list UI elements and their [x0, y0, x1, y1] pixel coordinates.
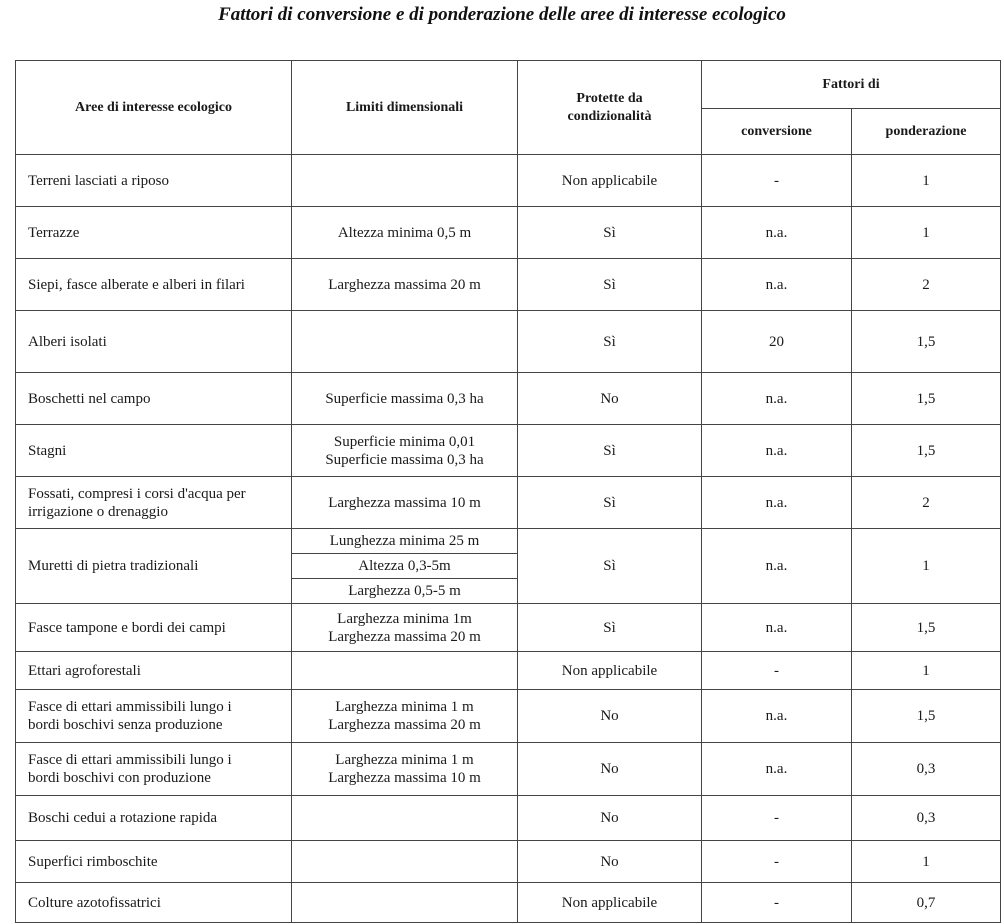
cell-conversione: n.a. — [702, 743, 852, 796]
table-row — [16, 311, 1001, 373]
cell-area-line: Fasce tampone e bordi dei campi — [28, 619, 226, 636]
cell-limits — [292, 652, 518, 690]
header-protette — [518, 61, 702, 155]
table-row — [16, 373, 1001, 425]
cell-protette: Sì — [518, 311, 702, 373]
page-title: Fattori di conversione e di ponderazione delle aree di interesse ecologico — [218, 4, 786, 25]
cell-area-line: Terreni lasciati a riposo — [28, 172, 169, 189]
cell-area-line: Boschetti nel campo — [28, 390, 151, 407]
table-row — [16, 604, 1001, 652]
cell-limits-line: Superficie massima 0,3 ha — [325, 451, 484, 468]
cell-conversione: - — [702, 841, 852, 883]
cell-conversione: n.a. — [702, 604, 852, 652]
cell-area — [16, 207, 292, 259]
cell-limits-line: Larghezza massima 10 m — [328, 494, 481, 511]
cell-area — [16, 259, 292, 311]
cell-protette: Non applicabile — [518, 883, 702, 923]
cell-conversione: 20 — [702, 311, 852, 373]
cell-limits-line: Altezza minima 0,5 m — [337, 224, 472, 241]
header-protette-line2: condizionalità — [567, 108, 652, 124]
cell-ponderazione: 0,3 — [852, 796, 1001, 841]
cell-limits-subrow: Larghezza 0,5-5 m — [348, 583, 461, 599]
cell-area-line: Fasce di ettari ammissibili lungo i — [28, 752, 232, 768]
cell-ponderazione: 1,5 — [852, 690, 1001, 743]
cell-ponderazione: 1 — [852, 841, 1001, 883]
cell-conversione: n.a. — [702, 529, 852, 604]
cell-limits-line: Larghezza massima 20 m — [328, 717, 481, 733]
cell-ponderazione: 1 — [852, 207, 1001, 259]
cell-limits-line: Larghezza massima 20 m — [328, 276, 481, 293]
cell-area — [16, 155, 292, 207]
cell-ponderazione: 1,5 — [852, 311, 1001, 373]
header-conversione: conversione — [702, 109, 852, 155]
cell-area — [16, 529, 292, 604]
cell-conversione: n.a. — [702, 477, 852, 529]
cell-area — [16, 311, 292, 373]
conversion-factors-table — [15, 60, 1001, 923]
cell-area — [16, 652, 292, 690]
header-limits: Limiti dimensionali — [292, 61, 518, 155]
cell-limits — [292, 207, 518, 259]
cell-area — [16, 690, 292, 743]
cell-conversione: n.a. — [702, 259, 852, 311]
header-fattori: Fattori di — [702, 61, 1001, 109]
cell-area-line: Terrazze — [28, 224, 80, 241]
cell-limits — [292, 477, 518, 529]
cell-protette: No — [518, 690, 702, 743]
cell-area-line: bordi boschivi senza produzione — [28, 717, 223, 733]
cell-area — [16, 796, 292, 841]
table-row — [16, 207, 1001, 259]
cell-protette: Sì — [518, 259, 702, 311]
cell-area-line: Muretti di pietra tradizionali — [28, 558, 199, 574]
cell-limits-subrow: Lunghezza minima 25 m — [292, 529, 517, 554]
cell-ponderazione: 1 — [852, 155, 1001, 207]
cell-limits — [292, 841, 518, 883]
cell-protette: Sì — [518, 477, 702, 529]
table-row — [16, 259, 1001, 311]
cell-conversione: n.a. — [702, 690, 852, 743]
header-protette-line1: Protette da — [576, 90, 643, 106]
cell-area-line: Fasce di ettari ammissibili lungo i — [28, 699, 232, 715]
cell-limits — [292, 155, 518, 207]
cell-conversione: n.a. — [702, 425, 852, 477]
cell-protette: No — [518, 743, 702, 796]
cell-limits — [292, 604, 518, 652]
cell-protette: Non applicabile — [518, 652, 702, 690]
cell-ponderazione: 1,5 — [852, 604, 1001, 652]
cell-limits-line: Larghezza minima 1m — [337, 610, 472, 627]
cell-area-line: bordi boschivi con produzione — [28, 770, 211, 786]
cell-ponderazione: 0,7 — [852, 883, 1001, 923]
cell-area-line: Superfici rimboschite — [28, 853, 158, 870]
cell-limits — [292, 373, 518, 425]
cell-area-line: Boschi cedui a rotazione rapida — [28, 810, 218, 826]
table-row — [16, 841, 1001, 883]
cell-area — [16, 604, 292, 652]
cell-conversione: - — [702, 652, 852, 690]
cell-limits — [292, 425, 518, 477]
cell-limits — [292, 259, 518, 311]
cell-ponderazione: 1,5 — [852, 373, 1001, 425]
cell-protette: Sì — [518, 604, 702, 652]
cell-area-line: Alberi isolati — [28, 333, 107, 350]
cell-protette: Non applicabile — [518, 155, 702, 207]
cell-limits-line: Superficie minima 0,01 — [333, 433, 476, 450]
cell-protette: No — [518, 373, 702, 425]
cell-limits-line: Larghezza minima 1 m — [335, 752, 474, 768]
cell-protette: Sì — [518, 529, 702, 604]
table-row — [16, 743, 1001, 796]
cell-area — [16, 743, 292, 796]
cell-area-line: Ettari agroforestali — [28, 662, 141, 679]
table-row — [16, 690, 1001, 743]
cell-conversione: n.a. — [702, 207, 852, 259]
cell-conversione: - — [702, 796, 852, 841]
cell-protette: Sì — [518, 207, 702, 259]
cell-area — [16, 477, 292, 529]
cell-area-line: Siepi, fasce alberate e alberi in filari — [28, 276, 245, 293]
cell-conversione: n.a. — [702, 373, 852, 425]
cell-conversione: - — [702, 155, 852, 207]
cell-protette: No — [518, 796, 702, 841]
cell-protette: No — [518, 841, 702, 883]
cell-limits — [292, 743, 518, 796]
cell-limits — [292, 529, 518, 604]
cell-conversione: - — [702, 883, 852, 923]
cell-limits — [292, 796, 518, 841]
cell-area-line: Stagni — [28, 442, 67, 459]
cell-limits — [292, 883, 518, 923]
cell-ponderazione: 2 — [852, 259, 1001, 311]
table-row — [16, 477, 1001, 529]
cell-limits-line: Larghezza massima 20 m — [328, 628, 481, 645]
cell-ponderazione: 1 — [852, 529, 1001, 604]
cell-area — [16, 373, 292, 425]
table-row — [16, 796, 1001, 841]
cell-ponderazione: 0,3 — [852, 743, 1001, 796]
header-ponderazione: ponderazione — [852, 109, 1001, 155]
table-row — [16, 529, 1001, 604]
header-area: Aree di interesse ecologico — [16, 61, 292, 155]
cell-area-line: irrigazione o drenaggio — [28, 503, 168, 520]
cell-limits — [292, 690, 518, 743]
cell-limits-subrow: Altezza 0,3-5m — [292, 554, 517, 579]
cell-protette: Sì — [518, 425, 702, 477]
cell-area — [16, 883, 292, 923]
cell-area — [16, 425, 292, 477]
table-row — [16, 883, 1001, 923]
cell-area-line: Colture azotofissatrici — [28, 894, 161, 911]
cell-limits-line: Superficie massima 0,3 ha — [325, 390, 484, 407]
table-row — [16, 155, 1001, 207]
cell-ponderazione: 1,5 — [852, 425, 1001, 477]
cell-ponderazione: 2 — [852, 477, 1001, 529]
table-row — [16, 652, 1001, 690]
cell-area-line: Fossati, compresi i corsi d'acqua per — [28, 485, 246, 502]
cell-limits-line: Larghezza minima 1 m — [335, 699, 474, 715]
cell-area — [16, 841, 292, 883]
cell-ponderazione: 1 — [852, 652, 1001, 690]
cell-limits — [292, 311, 518, 373]
cell-limits-line: Larghezza massima 10 m — [328, 770, 481, 786]
table-row — [16, 425, 1001, 477]
